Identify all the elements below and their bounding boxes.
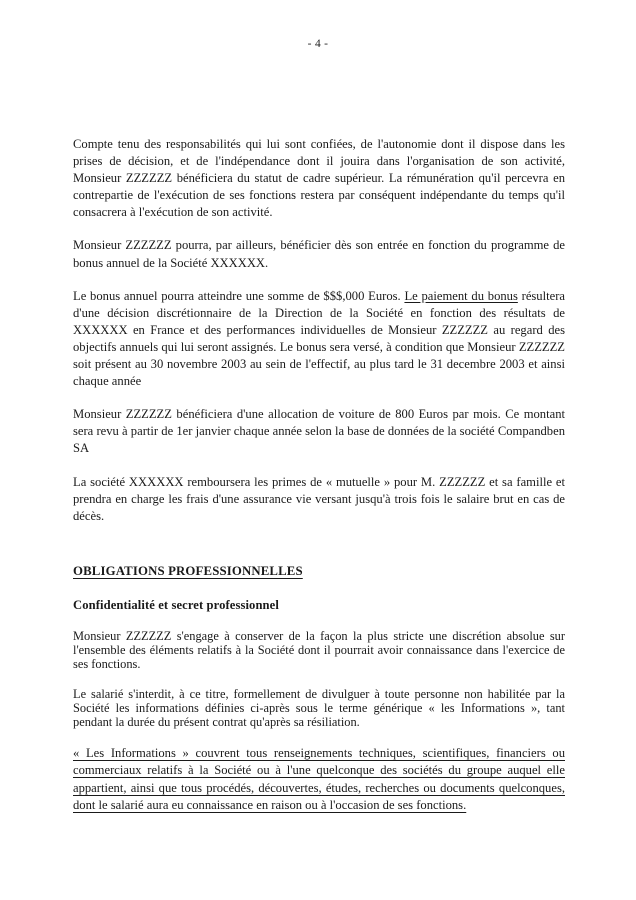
paragraph-allocation-voiture: Monsieur ZZZZZZ bénéficiera d'une allocation de voiture de 800 Euros par mois. Ce montant sera revu à partir de 1er janvier chaque année selon la base de données de la société Compandben SA xyxy=(73,407,565,456)
bonus-annuel-text-lead: Le bonus annuel pourra atteindre une somme de $$$,000 Euros. xyxy=(73,288,405,303)
paragraph-mutuelle-assurance: La société XXXXXX remboursera les primes de « mutuelle » pour M. ZZZZZZ et sa famille et prendra en charge les frais d'une assurance vie versant jusqu'à trois fois le salaire brut en cas de décès. xyxy=(73,474,565,523)
paragraph-responsabilites: Compte tenu des responsabilités qui lui sont confiées, de l'autonomie dont il dispose dans les prises de décision, et de l'indépendance dont il jouira dans l'organisation de son activité, Monsieur ZZZZZZ bénéficiera du statut de cadre supérieur. La rémunération qu'il percevra en contrepartie de l'exécution de ses fonctions restera par conséquent indépendante du temps qu'il consacrera à l'exécution de son activité. xyxy=(73,137,565,220)
bonus-annuel-text-rest: résultera d'une décision discrétionnaire de la Direction de la Société en fonction des résultats de XXXXXX en France et des performances individuelles de Monsieur ZZZZZZ au regard des objectifs annuels qui lui seront assignés. Le bonus sera versé, à condition que Monsieur ZZZZZZ soit présent au 30 novembre 2003 au sein de l'effectif, au plus tard le 31 decembre 2003 et ainsi chaque année xyxy=(73,288,565,389)
paragraph-interdiction-divulguer: Le salarié s'interdit, à ce titre, formellement de divulguer à toute personne non habilitée par la Société les informations définies ci-après sous le terme générique « les Informations », tant pendant la durée du présent contrat qu'après sa résiliation. xyxy=(73,686,565,730)
section-heading-wrap xyxy=(73,562,565,580)
paragraph-bonus-annuel xyxy=(73,288,565,391)
sub-heading-confidentialite: Confidentialité et secret professionnel xyxy=(73,597,279,612)
paragraph-bonus-programme: Monsieur ZZZZZZ pourra, par ailleurs, bénéficier dès son entrée en fonction du programme de bonus annuel de la Société XXXXXX. xyxy=(73,238,565,270)
paiement-du-bonus-underlined: Le paiement du bonus xyxy=(404,288,518,303)
page-number: - 4 - xyxy=(307,38,329,50)
document-body xyxy=(73,136,565,831)
paragraph-definition-informations: « Les Informations » couvrent tous renseignements techniques, scientifiques, financiers ou commerciaux relatifs à la Société ou à l'une quelconque des sociétés du groupe auquel elle appartient, ainsi que tous procédés, découvertes, études, recherches ou documents quelconques, dont le salarié aura eu connaissance en raison ou à l'occasion de ses fonctions. xyxy=(73,745,565,813)
heading-spacer xyxy=(73,541,565,562)
section-heading-obligations-professionnelles: OBLIGATIONS PROFESSIONNELLES xyxy=(73,563,303,578)
paragraph-discretion-absolue: Monsieur ZZZZZZ s'engage à conserver de la façon la plus stricte une discrétion absolue sur l'ensemble des éléments relatifs à la Société dont il pourrait avoir connaissance dans l'exercice de ses fonctions. xyxy=(73,628,565,672)
